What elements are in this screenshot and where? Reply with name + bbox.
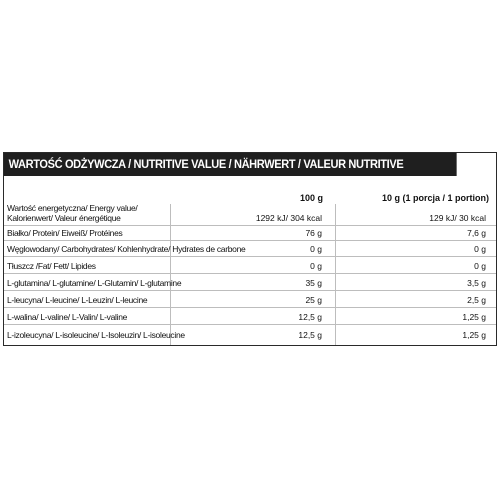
nutrition-table	[3, 152, 497, 346]
row-value-100g: 0 g	[310, 243, 322, 254]
row-value-portion: 3,5 g	[467, 277, 486, 288]
table-row	[4, 226, 496, 241]
row-value-100g: 35 g	[305, 277, 322, 288]
table-row	[4, 241, 496, 257]
table-row	[4, 291, 496, 308]
row-label	[7, 204, 137, 223]
row-label: L-walina/ L-valine/ L-Valin/ L-valine	[7, 311, 128, 322]
table-body	[4, 204, 496, 342]
row-label-line1: Wartość energetyczna/ Energy value/	[7, 203, 138, 213]
row-value-portion: 1,25 g	[462, 311, 486, 322]
row-value-portion: 1,25 g	[462, 329, 486, 340]
table-row	[4, 325, 496, 342]
table-header-title: WARTOŚĆ ODŻYWCZA / NUTRITIVE VALUE / NÄHRWERT / VALEUR NUTRITIVE	[4, 153, 457, 176]
row-value-portion: 2,5 g	[467, 294, 486, 305]
row-value-portion: 0 g	[474, 260, 486, 271]
column-header-portion: 10 g (1 porcja / 1 portion)	[382, 193, 490, 203]
row-label: L-leucyna/ L-leucine/ L-Leuzin/ L-leucine	[7, 294, 148, 305]
row-value-portion: 0 g	[474, 243, 486, 254]
row-value-100g: 25 g	[305, 294, 322, 305]
row-label: L-glutamina/ L-glutamine/ L-Glutamin/ L-glutamine	[7, 277, 182, 288]
row-value-100g: 12,5 g	[298, 311, 322, 322]
row-value-100g: 0 g	[310, 260, 322, 271]
row-label: Tłuszcz /Fat/ Fett/ Lipides	[7, 260, 96, 271]
column-header-100g: 100 g	[300, 193, 324, 203]
row-value-portion: 129 kJ/ 30 kcal	[429, 212, 486, 223]
row-label: L-izoleucyna/ L-isoleucine/ L-Isoleuzin/ L-isoleucine	[7, 329, 185, 340]
table-row-energy	[4, 204, 496, 226]
row-value-100g: 1292 kJ/ 304 kcal	[255, 212, 322, 223]
row-label: Węglowodany/ Carbohydrates/ Kohlenhydrate/ Hydrates de carbone	[7, 243, 246, 254]
table-row	[4, 274, 496, 291]
row-label: Białko/ Protein/ Eiweiß/ Protéines	[7, 227, 123, 238]
table-row	[4, 257, 496, 274]
table-row	[4, 308, 496, 325]
row-value-100g: 12,5 g	[298, 329, 322, 340]
row-value-100g: 76 g	[305, 227, 322, 238]
row-label-line2: Kalorienwert/ Valeur énergétique	[7, 212, 121, 223]
row-value-portion: 7,6 g	[467, 227, 486, 238]
